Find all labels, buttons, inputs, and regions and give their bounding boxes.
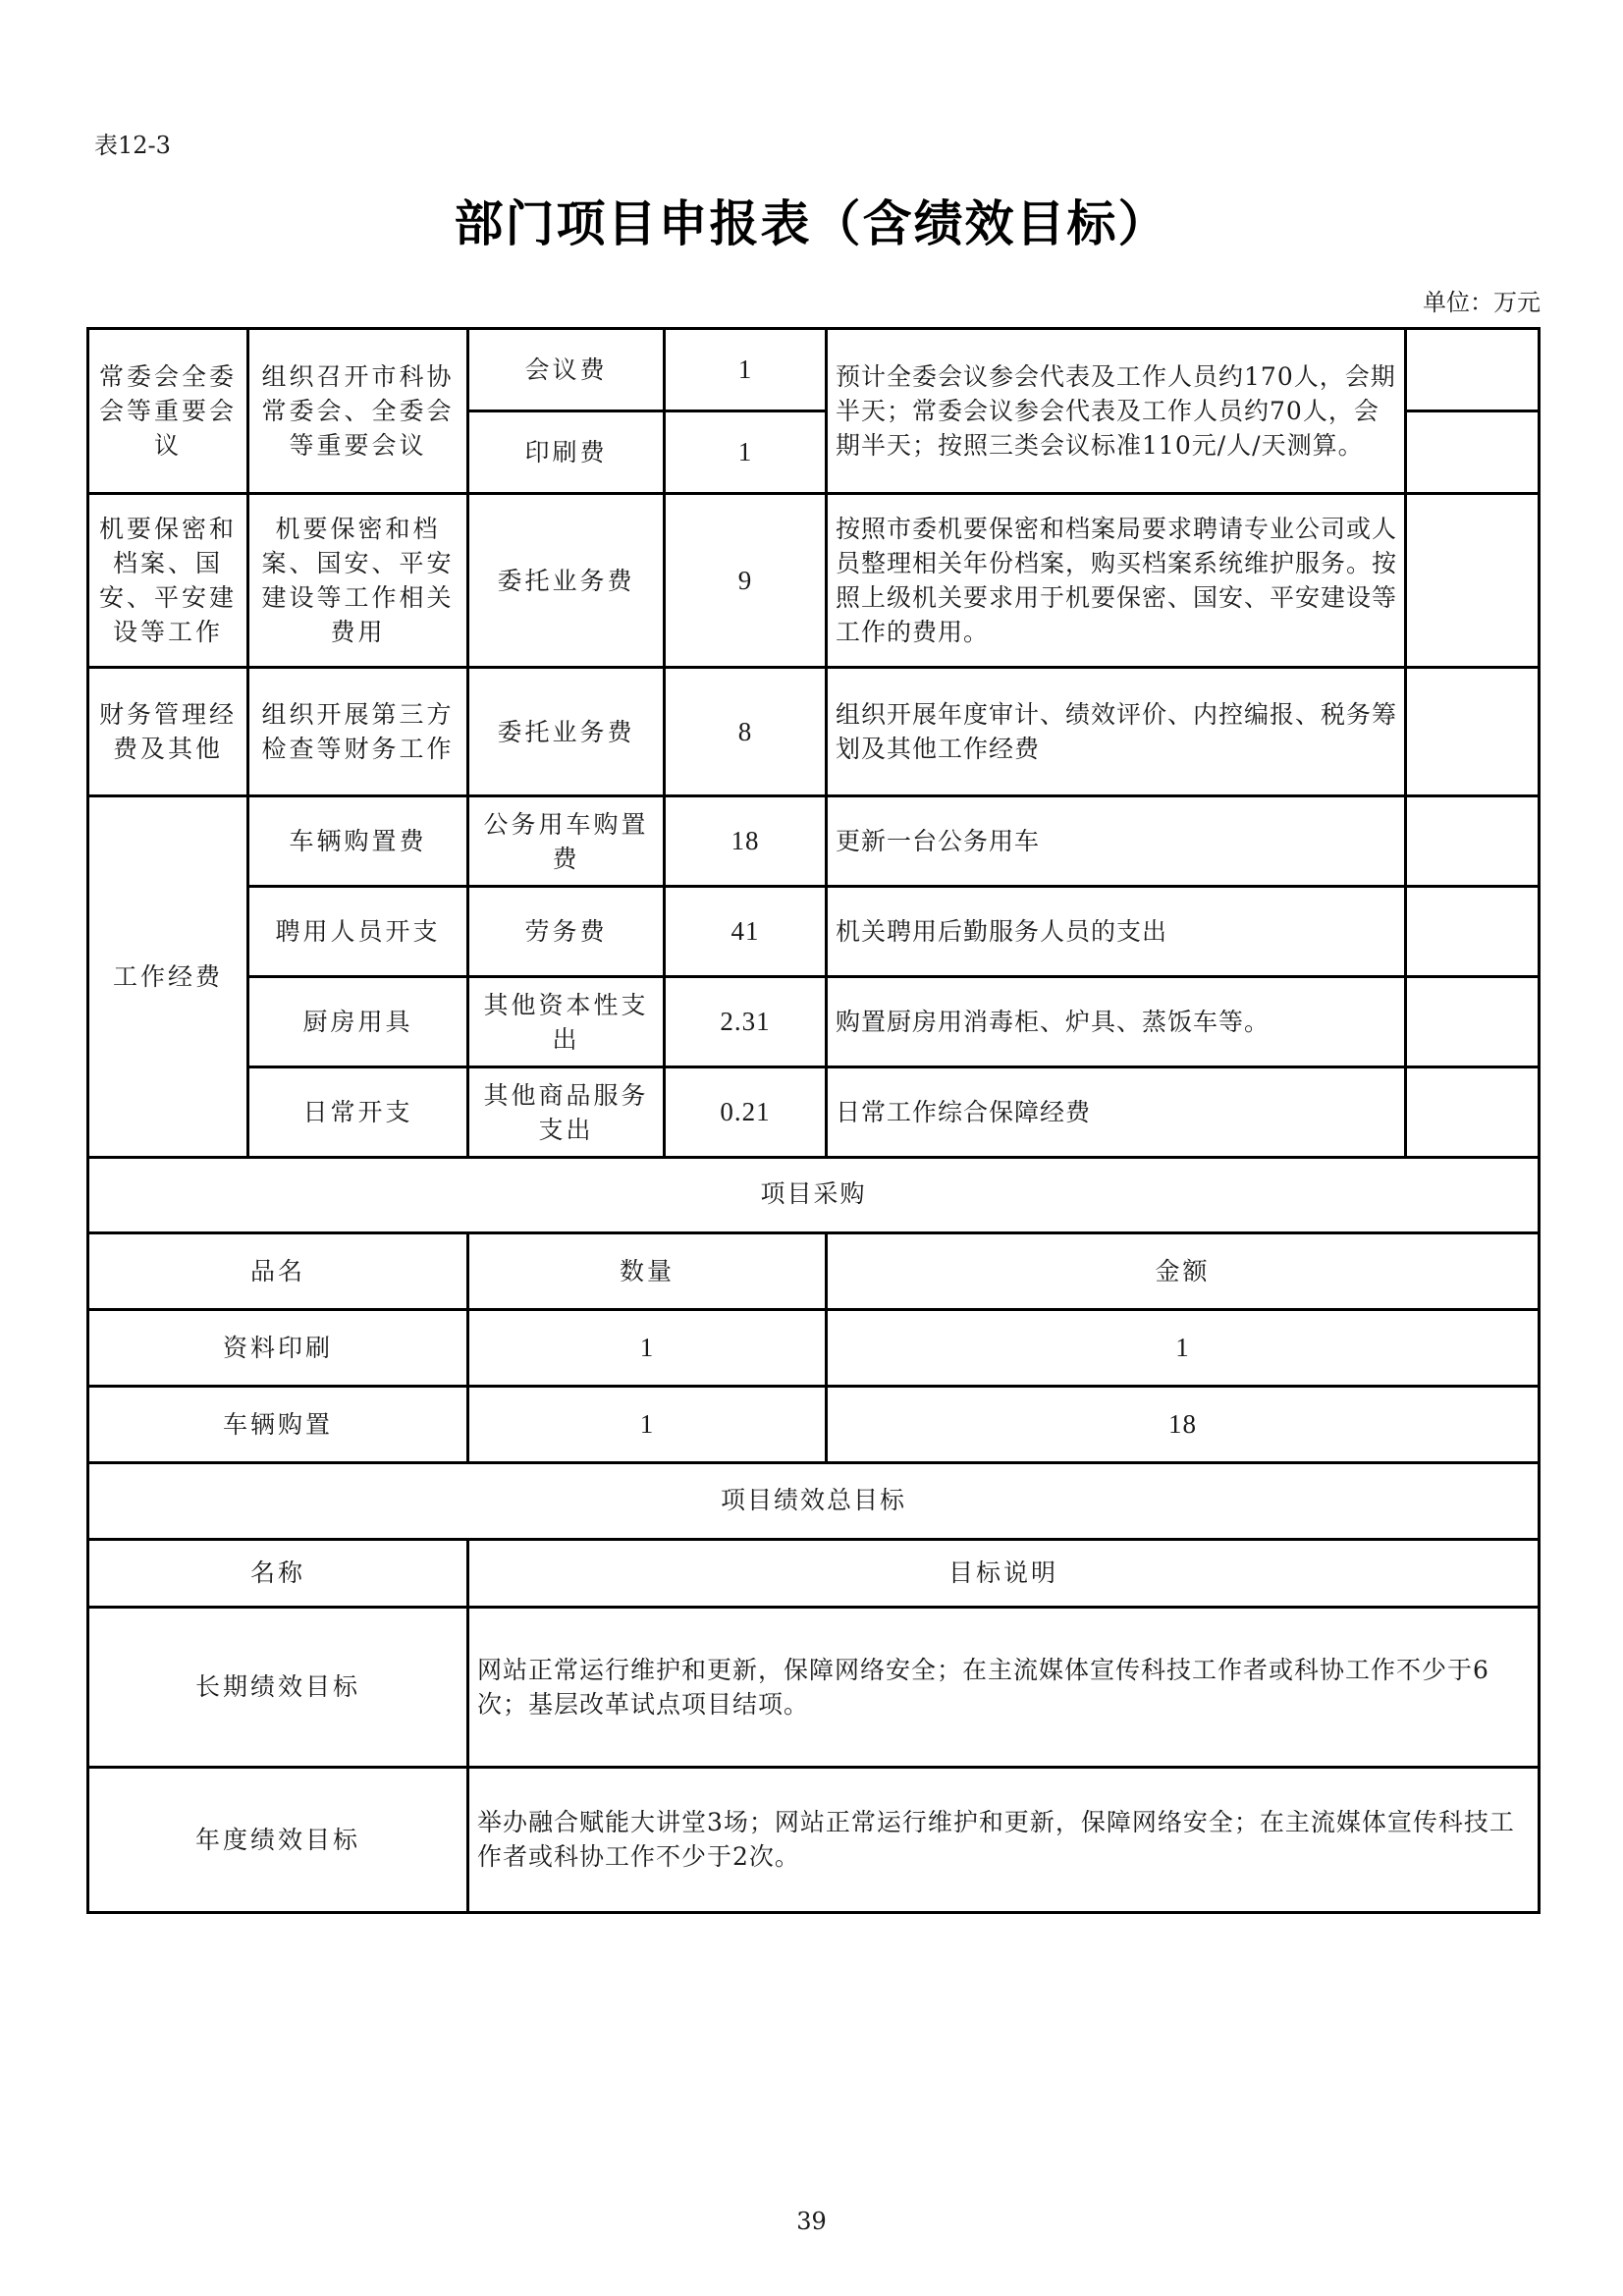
project-cell: 组织召开市科协常委会、全委会等重要会议 [248,329,468,494]
column-header-goal-description: 目标说明 [468,1539,1540,1607]
description-cell: 机关聘用后勤服务人员的支出 [827,887,1406,977]
econ-class-cell: 劳务费 [468,887,665,977]
econ-class-cell: 印刷费 [468,411,665,494]
goal-name-cell: 长期绩效目标 [88,1607,468,1767]
project-cell: 聘用人员开支 [248,887,468,977]
item-name-cell: 资料印刷 [88,1309,468,1386]
category-cell: 财务管理经费及其他 [88,668,248,796]
remark-cell [1406,1067,1540,1158]
remark-cell [1406,494,1540,668]
column-header-item-name: 品名 [88,1232,468,1309]
amount-cell: 1 [665,411,827,494]
description-cell: 更新一台公务用车 [827,796,1406,887]
econ-class-cell: 公务用车购置费 [468,796,665,887]
procurement-table [86,1156,1538,1464]
remark-cell [1406,411,1540,494]
remark-cell [1406,977,1540,1067]
goal-description-cell: 举办融合赋能大讲堂3场；网站正常运行维护和更新，保障网络安全；在主流媒体宣传科技工作者或科协工作不少于2次。 [468,1767,1540,1912]
project-cell: 机要保密和档案、国安、平安建设等工作相关费用 [248,494,468,668]
table-row [88,1067,1540,1158]
header-row [88,1539,1540,1607]
page-title: 部门项目申报表（含绩效目标） [454,195,1169,252]
econ-class-cell: 其他资本性支出 [468,977,665,1067]
project-cell: 车辆购置费 [248,796,468,887]
column-header-amount: 金额 [827,1232,1540,1309]
table-row [88,1767,1540,1912]
table-row [88,668,1540,796]
project-cell: 日常开支 [248,1067,468,1158]
table-row [88,494,1540,668]
table-row [88,1607,1540,1767]
remark-cell [1406,668,1540,796]
page-number: 39 [796,2208,827,2235]
amount-cell: 9 [665,494,827,668]
category-cell: 常委会全委会等重要会议 [88,329,248,494]
table-row [88,1309,1540,1386]
description-cell: 按照市委机要保密和档案局要求聘请专业公司或人员整理相关年份档案，购买档案系统维护服务。按照上级机关要求用于机要保密、国安、平安建设等工作的费用。 [827,494,1406,668]
category-cell: 机要保密和档案、国安、平安建设等工作 [88,494,248,668]
amount-cell: 18 [827,1386,1540,1462]
remark-cell [1406,329,1540,411]
item-name-cell: 车辆购置 [88,1386,468,1462]
remark-cell [1406,887,1540,977]
remark-cell [1406,796,1540,887]
table-row [88,887,1540,977]
table-row [88,796,1540,887]
amount-cell: 2.31 [665,977,827,1067]
quantity-cell: 1 [468,1386,827,1462]
amount-cell: 1 [665,329,827,411]
quantity-cell: 1 [468,1309,827,1386]
goal-description-cell: 网站正常运行维护和更新，保障网络安全；在主流媒体宣传科技工作者或科协工作不少于6次；基层改革试点项目结项。 [468,1607,1540,1767]
category-cell: 工作经费 [88,796,248,1158]
amount-cell: 8 [665,668,827,796]
description-cell: 组织开展年度审计、绩效评价、内控编报、税务筹划及其他工作经费 [827,668,1406,796]
unit-label: 单位：万元 [1423,289,1541,316]
amount-cell: 41 [665,887,827,977]
description-cell: 购置厨房用消毒柜、炉具、蒸饭车等。 [827,977,1406,1067]
column-header-name: 名称 [88,1539,468,1607]
project-cell: 组织开展第三方检查等财务工作 [248,668,468,796]
table-row [88,1386,1540,1462]
goal-name-cell: 年度绩效目标 [88,1767,468,1912]
header-row [88,1232,1540,1309]
econ-class-cell: 会议费 [468,329,665,411]
section-header-row [88,1156,1540,1232]
amount-cell: 1 [827,1309,1540,1386]
econ-class-cell: 委托业务费 [468,668,665,796]
expense-table [86,327,1538,1159]
procurement-section-title: 项目采购 [88,1156,1540,1232]
econ-class-cell: 委托业务费 [468,494,665,668]
goals-section-title: 项目绩效总目标 [88,1462,1540,1539]
table-number: 表12-3 [94,132,171,159]
project-cell: 厨房用具 [248,977,468,1067]
table-row [88,329,1540,411]
section-header-row [88,1462,1540,1539]
column-header-quantity: 数量 [468,1232,827,1309]
amount-cell: 0.21 [665,1067,827,1158]
description-cell: 日常工作综合保障经费 [827,1067,1406,1158]
performance-goals-table [86,1462,1538,1914]
description-cell: 预计全委会议参会代表及工作人员约170人，会期半天；常委会议参会代表及工作人员约70人，会期半天；按照三类会议标准110元/人/天测算。 [827,329,1406,494]
amount-cell: 18 [665,796,827,887]
econ-class-cell: 其他商品服务支出 [468,1067,665,1158]
table-row [88,977,1540,1067]
